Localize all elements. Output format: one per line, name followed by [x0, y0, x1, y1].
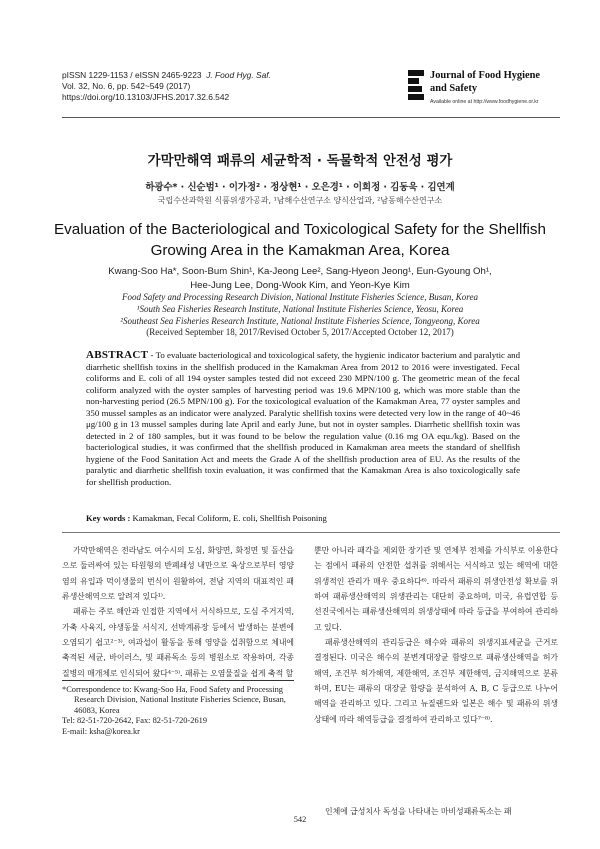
body-column-left: [62, 543, 294, 681]
keywords: [86, 513, 520, 523]
contact-email[interactable]: E-mail: ksha@korea.kr: [62, 726, 140, 736]
affiliation-line: Food Safety and Processing Research Division, National Institute Fisheries Science, Busan, Korea: [122, 292, 478, 302]
body-column-right: [314, 543, 558, 816]
paragraph: 패류생산해역의 관리등급은 해수와 패류의 위생지표세균을 근거로 결정된다. 미국은 해수의 분변계대장균 함량으로 패류생산해역을 허가해역, 조건부 허가해역, 제한해역, 조건부 제한해역, 금지해역으로 분류하며, EU는 패류의 대장균 함량을 분석하여 A, B, C 등급으로 나누어 해역을 관리하고 있다. 그리고 뉴질랜드와 일본은 해수 및 패류의 위생 상태에 따라 해역등급을 결정하여 관리하고 있다⁷⁻⁸⁾.: [314, 638, 558, 724]
doi-link[interactable]: https://doi.org/10.13103/JFHS.2017.32.6.542: [62, 92, 230, 102]
keywords-text: Kamakman, Fecal Coliform, E. coli, Shellfish Poisoning: [130, 513, 327, 523]
paragraph: 뿐만 아니라 패각을 제외한 장기관 및 연체부 전체를 가식부로 이용한다는 점에서 패류의 안전한 섭취를 위해서는 서식하고 있는 해역에 대한 위생적인 관리가 매우 중요하다⁶⁾. 따라서 패류의 위생안전성 확보를 위하여 패류생산해역의 위생관리는 대단히 중요하며, 미국, 유럽연합 등 선진국에서는 패류생산해역의 위생상태에 따라 등급을 부여하여 관리하고 있다.: [314, 546, 558, 632]
authors-english: Kwang-Soo Ha*, Soon-Bum Shin¹, Ka-Jeong Lee², Sang-Hyeon Jeong¹, Eun-Gyoung Oh¹, Hee-Jung Lee, Dong-Wook Kim, and Yeon-Kye Kim: [108, 266, 492, 291]
page-number: 542: [293, 815, 307, 824]
affiliation-line: ²Southeast Sea Fisheries Research Institute, National Institute Fisheries Science, Tongyeong, Korea: [120, 315, 480, 326]
received-dates: (Received September 18, 2017/Revised October 5, 2017/Accepted October 12, 2017): [146, 327, 454, 338]
journal-logo-block: [408, 64, 558, 118]
abstract-text: - To evaluate bacteriological and toxicological safety, the hygienic indicator bacterium and paralytic and diarrhetic shellfish toxins in the shellfish produced in the Kamakman Area from 2012 to 2016 were investigated. Fecal coliforms and E. coli of all 194 oyster samples tested did not exceed 230 MPN/100 g. The geometric mean of the fecal coliform analyzed with the oyster samples of harvesting period was 19.6 MPN/100 g, which was more stable than the non-harvesting period (26.5 MPN/100 g). For the toxicological evaluation of the Kamakman Area, 77 oyster samples and 350 mussel samples as an indicator were analyzed. Paralytic shellfish toxins were detected very low in the range of 40~46 μg/100 g in 13 mussel samples during late April and early June, but not in oyster samples. Diarrhetic shellfish toxin was detected in 2 of 180 samples, but it was found to be below the regulation value (0.16 mg OA equ./kg). Based on the bacteriological studies, it was confirmed that the shellfish produced in Kamakman area meets the standard of shellfish hygiene of the Food Sanitation Act and meets the Grade A of the shellfish production area of EU. As the results of the paralytic and diarrhetic shellfish toxin evaluation, it was confirmed that the Kamakman Area is also toxicologically safe for shellfish production.: [86, 350, 520, 488]
paragraph: 패류는 주로 해안과 인접한 지역에서 서식하므로, 도심 주거지역, 가축 사육지, 야생동물 서식지, 선박계류장 등에서 발생하는 분변에 오염되기 쉽고²⁻³⁾, 여과섭이 활동을 통해 영양을 섭취함으로 체내에 축적된 세균, 바이러스, 및 패류독소 등의 병원소로 작용하며, 각종 질병의 매개체로 인식되어 왔다⁴⁻⁵⁾. 패류는 오염물질을 쉽게 축적 할: [62, 607, 294, 678]
contact-phone: Tel: 82-51-720-2642, Fax: 82-51-720-2619: [62, 716, 208, 726]
volume-line: Vol. 32, No. 6, pp. 542~549 (2017): [62, 81, 191, 91]
abstract: [86, 350, 520, 489]
paper-title-korean: 가막만해역 패류의 세균학적 · 독물학적 안전성 평가: [147, 154, 453, 169]
issn-line: pISSN 1229-1153 / eISSN 2465-9223 J. Food Hyg. Saf.: [62, 70, 271, 80]
paragraph: 가막만해역은 전라남도 여수시의 도심, 화양면, 화정면 및 돌산읍으로 둘러싸여 있는 타원형의 반폐쇄성 내만으로 육상으로부터 영양염의 유입과 먹이생물의 번식이 원활하여, 전남 지역의 대표적인 패류생산해역으로 알려져 있다¹⁾.: [62, 546, 294, 602]
keywords-label: Key words :: [86, 513, 131, 523]
paragraph: 인체에 급성치사 독성을 나타내는 마비성패류독소는 패: [325, 807, 512, 816]
authors-korean: 하광수* · 신순범¹ · 이가정² · 정상현¹ · 오은경¹ · 이희정 · 김동욱 · 김연계: [145, 182, 455, 193]
journal-name: Journal of Food Hygiene and Safety: [430, 70, 540, 94]
journal-logo-icon: [408, 70, 424, 100]
journal-abbrev: J. Food Hyg. Saf.: [206, 70, 271, 80]
affiliation-korean: 국립수산과학원 식품위생가공과, ¹남해수산연구소 양식산업과, ²남동해수산연구소: [157, 196, 443, 205]
paper-title-english: Evaluation of the Bacteriological and Toxicological Safety for the Shellfish Growing Area in the Kamakman Area, Korea: [54, 221, 546, 259]
journal-url[interactable]: Available online at http://www.foodhygiene.or.kr: [430, 99, 539, 105]
affiliations-english: [40, 292, 560, 339]
header-divider: [62, 117, 560, 118]
correspondence-footnote: *Correspondence to: Kwang-Soo Ha, Food Safety and Processing Research Division, National Institute Fisheries Science, Busan, 46083, Korea Tel: 82-51-720-2642, Fax: 82-51-720-2619 E-mail: ksha@korea.kr: [62, 685, 298, 737]
footnote-divider: [62, 680, 294, 681]
abstract-heading: ABSTRACT: [86, 349, 149, 361]
journal-header: [62, 70, 271, 103]
abstract-divider: [62, 532, 560, 533]
affiliation-line: ¹South Sea Fisheries Research Institute, National Institute Fisheries Science, Yeosu, Korea: [136, 303, 464, 314]
